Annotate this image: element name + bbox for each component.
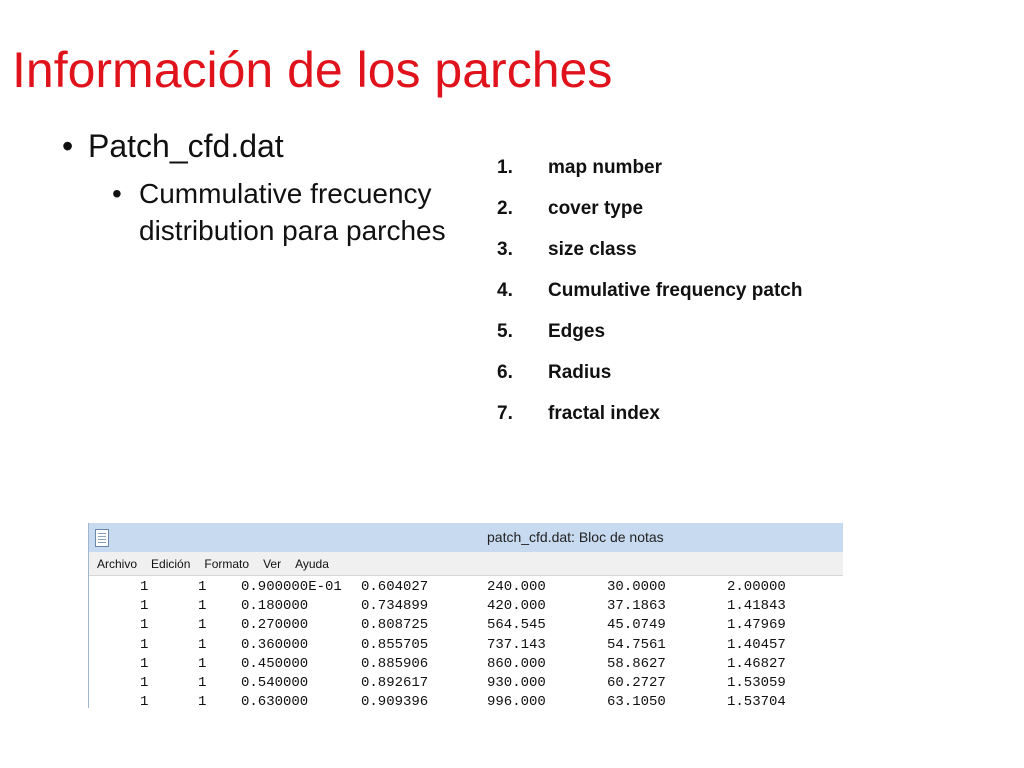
table-cell: 0.855705 <box>361 636 429 653</box>
table-row <box>89 674 843 693</box>
bullet-dot: • <box>112 178 122 209</box>
list-item-label: Radius <box>548 361 612 383</box>
table-cell: 63.1050 <box>607 694 666 708</box>
table-cell: 1 <box>140 655 149 672</box>
table-cell: 1 <box>198 694 207 708</box>
table-cell: 0.180000 <box>241 598 309 615</box>
table-cell: 0.630000 <box>241 694 309 708</box>
table-cell: 1 <box>140 579 149 595</box>
table-cell: 1 <box>198 636 207 653</box>
table-cell: 1.53059 <box>727 674 786 691</box>
table-cell: 0.270000 <box>241 617 309 634</box>
column-list <box>497 147 802 434</box>
table-cell: 1 <box>140 694 149 708</box>
table-cell: 60.2727 <box>607 674 666 691</box>
menu-ayuda[interactable]: Ayuda <box>295 556 329 571</box>
list-item-label: map number <box>548 156 663 178</box>
table-cell: 996.000 <box>487 694 546 708</box>
table-cell: 1 <box>198 674 207 691</box>
table-cell: 0.885906 <box>361 655 429 672</box>
list-item-number: 5. <box>497 320 513 342</box>
list-item <box>497 188 802 229</box>
table-cell: 1.41843 <box>727 598 786 615</box>
list-item <box>497 352 802 393</box>
table-cell: 420.000 <box>487 598 546 615</box>
table-cell: 1 <box>198 655 207 672</box>
table-cell: 0.540000 <box>241 674 309 691</box>
table-cell: 737.143 <box>487 636 546 653</box>
list-item-number: 4. <box>497 279 513 301</box>
table-row <box>89 655 843 674</box>
table-cell: 1 <box>198 598 207 615</box>
list-item <box>497 311 802 352</box>
table-cell: 0.450000 <box>241 655 309 672</box>
table-row <box>89 693 843 708</box>
table-cell: 1.47969 <box>727 617 786 634</box>
table-row <box>89 597 843 616</box>
list-item-number: 1. <box>497 156 513 178</box>
table-cell: 1.53704 <box>727 694 786 708</box>
table-cell: 0.360000 <box>241 636 309 653</box>
list-item-label: Edges <box>548 320 606 342</box>
table-cell: 0.900000E-01 <box>241 579 342 595</box>
menu-edicion[interactable]: Edición <box>151 556 191 571</box>
table-cell: 1 <box>140 674 149 691</box>
sub-bullet <box>112 175 472 249</box>
list-item <box>497 393 802 434</box>
table-cell: 54.7561 <box>607 636 666 653</box>
table-row <box>89 636 843 655</box>
table-cell: 45.0749 <box>607 617 666 634</box>
menu-archivo[interactable]: Archivo <box>97 556 138 571</box>
notepad-menubar <box>89 552 843 576</box>
table-cell: 37.1863 <box>607 598 666 615</box>
table-cell: 0.892617 <box>361 674 429 691</box>
table-row <box>89 578 843 597</box>
table-cell: 0.604027 <box>361 579 429 595</box>
table-cell: 58.8627 <box>607 655 666 672</box>
list-item-label: Cumulative frequency patch <box>548 279 803 301</box>
table-cell: 564.545 <box>487 617 546 634</box>
sub-bullet-text: Cummulative frecuency distribution para parches <box>139 178 446 246</box>
list-item <box>497 229 802 270</box>
list-item-label: cover type <box>548 197 644 219</box>
list-item-number: 6. <box>497 361 513 383</box>
list-item-label: fractal index <box>548 402 660 424</box>
list-item-number: 7. <box>497 402 513 424</box>
table-cell: 1.40457 <box>727 636 786 653</box>
table-cell: 1.46827 <box>727 655 786 672</box>
table-cell: 1 <box>140 598 149 615</box>
table-cell: 930.000 <box>487 674 546 691</box>
notepad-window <box>88 523 843 708</box>
table-cell: 0.909396 <box>361 694 429 708</box>
list-item-number: 3. <box>497 238 513 260</box>
table-cell: 0.808725 <box>361 617 429 634</box>
table-cell: 1 <box>140 636 149 653</box>
bullet-dot: • <box>62 128 74 164</box>
bullet-patch-file <box>62 127 284 165</box>
notepad-title: patch_cfd.dat: Bloc de notas <box>487 529 664 545</box>
notepad-text-area[interactable] <box>89 576 843 708</box>
table-cell: 2.00000 <box>727 579 786 595</box>
table-cell: 860.000 <box>487 655 546 672</box>
table-cell: 240.000 <box>487 579 546 595</box>
slide-title: Información de los parches <box>12 42 613 98</box>
menu-formato[interactable]: Formato <box>204 556 250 571</box>
table-cell: 1 <box>198 617 207 634</box>
table-cell: 1 <box>140 617 149 634</box>
table-row <box>89 616 843 635</box>
notepad-titlebar[interactable] <box>89 523 843 552</box>
table-cell: 0.734899 <box>361 598 429 615</box>
table-cell: 1 <box>198 579 207 595</box>
list-item <box>497 270 802 311</box>
table-cell: 30.0000 <box>607 579 666 595</box>
list-item-label: size class <box>548 238 637 260</box>
menu-ver[interactable]: Ver <box>263 556 282 571</box>
notepad-icon[interactable] <box>95 529 109 547</box>
list-item-number: 2. <box>497 197 513 219</box>
list-item <box>497 147 802 188</box>
bullet-text: Patch_cfd.dat <box>88 128 284 164</box>
